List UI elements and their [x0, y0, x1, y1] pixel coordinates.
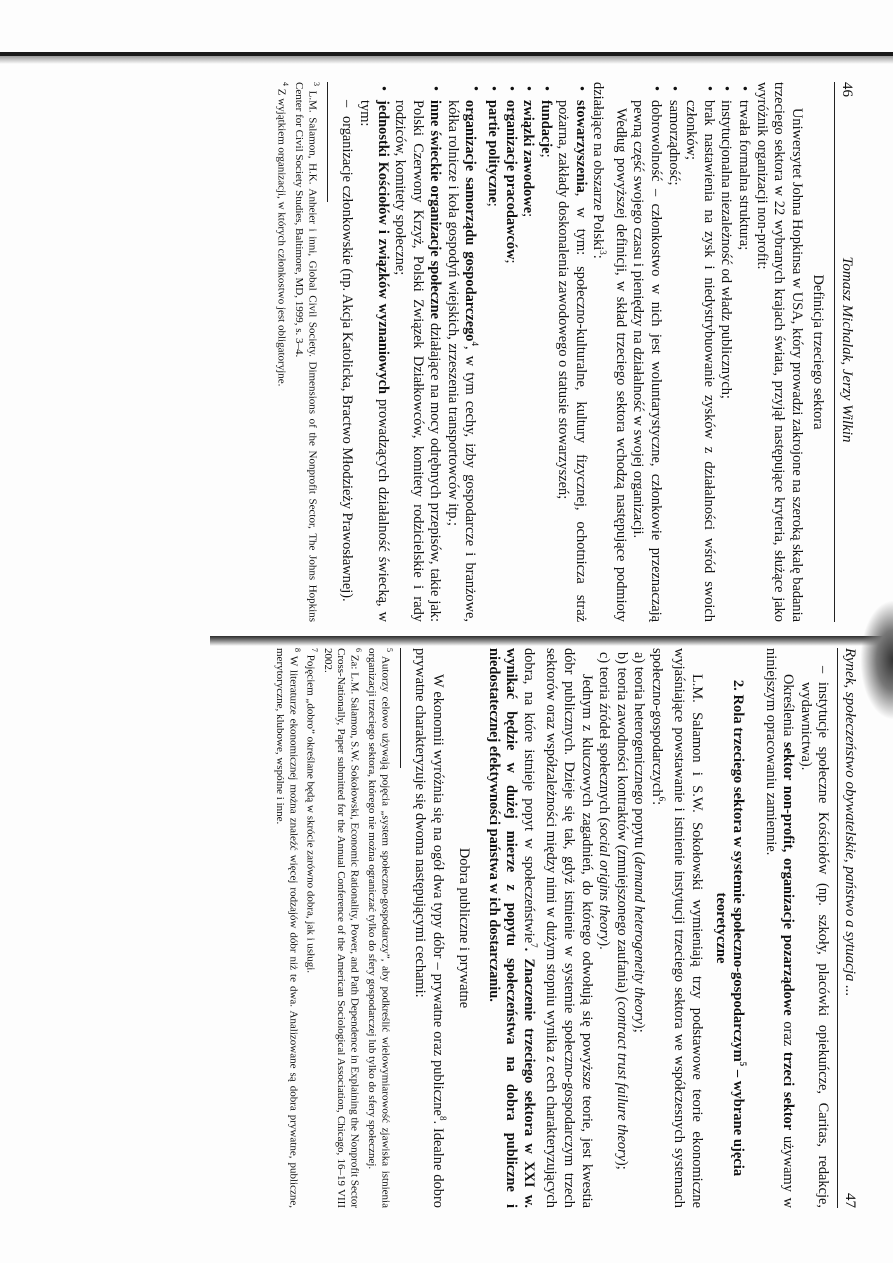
footnote-text: Za: L.M. Salamon, S.W. Sokołowski, Economic Rationality, Power, and Path Dependence in Explaining the Nonprofit Sector Cross-Nationally, Paper submitted for the Annual Conference of the American Sociological Association, Chicago, 16–19 VIII 2002.: [322, 648, 361, 1208]
list-item: [595, 652, 613, 1208]
entity-name: fundacje: [537, 100, 554, 154]
page-fold-smudge: [860, 600, 893, 720]
footnote-number: 8: [292, 648, 302, 652]
footnote-text: Autorzy celowo używają pojęcia „system społeczno-gospodarczy”, aby podkreślić wielowymiarowość zjawiska istnienia organizacji trzeciego sektora, którego nie można ograniczać tylko do sfery gospodarczej lub tylko do sfery społecznej.: [366, 648, 392, 1208]
paragraph-emphasis: . Znaczenie trzeciego sektora w XXI w. wynikać będzie w dużej mierze z popytu społeczeństwa na dobra publiczne i niedostatecznej efektywności państwa w ich dostarczaniu.: [485, 648, 538, 1208]
page-number: 47: [842, 1193, 858, 1208]
list-item: • samorządność;: [664, 100, 682, 622]
entity-desc: prowadzących działalność świecką, w tym:: [356, 100, 391, 622]
entity-name: organizacje pracodawców: [502, 100, 519, 260]
footnote-number: 4: [281, 82, 291, 86]
entity-desc: ;: [520, 213, 537, 218]
summary-text: oraz: [780, 1015, 797, 1052]
definition-end: :: [590, 254, 607, 259]
item-text: teoria zawodności kontraktów (zmniejszonego zaufania) (: [613, 667, 630, 1002]
item-label: a): [631, 652, 648, 664]
footnote: [304, 648, 322, 1208]
continued-list: [796, 648, 831, 1208]
entity-name: partie polityczne: [484, 100, 501, 203]
page-fold: [210, 636, 893, 646]
item-end: );: [631, 1023, 648, 1033]
intro-paragraph: Uniwersytet Johna Hopkinsa w USA, który prowadzi zakrojone na szeroką skalę badania trzeciego sektora w 22 wybranych krajach świata, przyjął następujące kryteria, służące jako wyróżnik organizacji non-profit:: [753, 82, 805, 622]
entities-list: [355, 82, 589, 622]
list-item: • trwała formalna struktura;: [734, 100, 752, 622]
list-item: – instytucje społeczne Kościołów (np. szkoły, placówki opiekuńcze, Caritas, redakcje, wydawnictwa).: [796, 682, 831, 1208]
definition-text: Według powyższej definicji, w skład trzeciego sektora wchodzą następujące podmioty działające na obszarze Polski: [590, 82, 629, 622]
footnote-text: L.M. Salamon, H.K. Anheier i inni, Global Civil Society. Dimensions of the Nonprofit Sector, The Johns Hopkins Center for Civil Society Studies, Baltimore, MD, 1999, s. 3–4.: [293, 82, 319, 623]
footnote-number: 7: [310, 648, 320, 652]
entity-desc: , w tym: społeczno-kulturalne, kultury fizycznej, ochotnicza straż pożarna, zakłady doskonalenia zawodowego o statusie stowarzyszeń;: [555, 100, 589, 622]
item-label: c): [596, 652, 613, 664]
item-text: teoria źródeł społecznych (: [596, 666, 613, 823]
section-title: Definicja trzeciego sektora: [810, 274, 827, 430]
theories-list: [595, 648, 648, 1208]
item-end: ).: [596, 941, 613, 950]
criteria-list: [629, 82, 752, 622]
entity-name: związki zawodowe: [520, 100, 537, 214]
summary-term: sektor non-profit, organizacje pozarządowe: [780, 742, 797, 1016]
item-text: teoria heterogenicznego popytu (: [631, 666, 648, 857]
item-label: b): [613, 652, 630, 664]
footnote-number: 5: [384, 648, 394, 652]
item-end: );: [613, 1161, 630, 1170]
summary-term: trzeci sektor: [780, 1051, 797, 1131]
list-item: [519, 100, 537, 622]
footnote-number: 6: [354, 648, 364, 652]
list-item: [554, 100, 589, 622]
entity-name: stowarzyszenia: [572, 100, 589, 193]
footnote-text: Z wyjątkiem organizacji, w których członkostwo jest obligatoryjne.: [275, 88, 288, 387]
list-item: [483, 100, 501, 622]
list-item: [391, 100, 444, 622]
page-number: 46: [839, 82, 855, 97]
footnote-ref: 6: [656, 796, 667, 802]
subsection-title: Dobra publiczne i prywatne: [456, 847, 473, 1009]
list-item: – organizacje członkowskie (np. Akcja Katolicka, Bractwo Młodzieży Prawosławnej).: [338, 116, 356, 622]
footnote-ref: 8: [437, 1115, 448, 1121]
paragraph-text: W ekonomii wyróżnia się na ogół dwa typy dóbr – prywatne oraz publiczne: [429, 674, 446, 1116]
footnote-ref: 7: [528, 943, 539, 948]
list-item: [443, 100, 483, 622]
running-head: [834, 82, 855, 622]
summary-text: Określenia: [780, 674, 797, 743]
item-english: demand heterogeneity theory: [631, 856, 648, 1024]
footnote: [274, 82, 292, 622]
footnote-ref: 5: [738, 1061, 749, 1067]
goods-paragraph: [411, 648, 451, 1208]
definition-paragraph: [589, 82, 629, 622]
heading-text: – wybrane ujęcia teoretyczne: [712, 892, 747, 1177]
list-item: [355, 100, 390, 622]
running-head: [837, 648, 858, 1208]
entity-desc: ;: [502, 259, 519, 264]
running-head-authors: Tomasz Michalak, Jerzy Wilkin: [839, 256, 855, 443]
footnote-text: Pojęciem „dobro” określane będą w skrócie zarówno dobra, jak i usługi.: [304, 654, 317, 974]
footnote-ref: 3: [598, 250, 609, 255]
footnote-rule: [327, 82, 328, 202]
footnote: [365, 648, 396, 1208]
theories-intro: L.M. Salamon i S.W. Sokołowski wymieniają trzy podstawowe teorie ekonomiczne wyjaśniające powstawanie i istnienie instytucji trzeciego sektora we współczesnych systemach społeczno-gospodarczych$^6$:: [649, 648, 705, 1208]
page-46: [75, 82, 855, 622]
list-item: [630, 652, 648, 1208]
paragraph-text: Jednym z kluczowych zagadnień, do którego odwołują się powyższe teorie, jest kwestia dóbr publicznych. Dzieje się tak, gdyż istnienie w systemie społeczno-gospodarczym trzech sektorów oraz współzależności między nimi w dużym stopniu wynika z cech charakteryzujących dobra, na które istnieje popyt w społeczeństwie: [521, 648, 595, 1208]
item-english: contract trust failure theory: [613, 1001, 630, 1162]
entity-desc: ;: [537, 153, 554, 158]
public-goods-paragraph: [484, 648, 594, 1208]
item-english: social origins theory: [596, 822, 613, 942]
list-item: • dobrowolność – członkostwo w nich jest woluntarystyczne, członkowie przeznaczają pewną część swojego czasu i pieniędzy na działalność w swojej organizacji.: [629, 100, 664, 622]
sub-entities-list: [338, 82, 356, 622]
entity-name: jednostki Kościołów i związków wyznaniowych: [374, 100, 391, 395]
heading-text: 2. Rola trzeciego sektora w systemie społeczno-gospodarczym: [730, 679, 747, 1062]
footnote-rule: [400, 648, 401, 768]
footnote: [321, 648, 365, 1208]
entity-desc: , w tym cechy, izby gospodarcze i branżowe, kółka rolnicze i koła gospodyń wiejskich, zrzeszenia transportowców itp.;: [444, 100, 479, 623]
paragraph-text: L.M. Salamon i S.W. Sokołowski wymieniają trzy podstawowe teorie ekonomiczne wyjaśniające powstawanie i istnienie instytucji trzeciego sektora we współczesnych systemach społeczno-gospodarczych: [649, 648, 705, 1208]
paragraph-text: . Idealne dobro prywatne charakteryzuje się dwoma następującymi cechami:: [412, 648, 446, 1208]
entity-desc: działające na mocy odrębnych przepisów, takie jak: Polski Czerwony Krzyż, Polski Związek Działkowców, komitety rodzicielskie i rady rodziców, komitety społeczne;: [392, 100, 444, 622]
entity-name: organizacje samorządu gospodarczego: [462, 100, 479, 342]
footnote: [273, 648, 304, 1208]
page-47: [198, 648, 858, 1208]
footnote: [292, 82, 323, 622]
list-item: [501, 100, 519, 622]
section-heading: [711, 648, 751, 1208]
entity-name: inne świeckie organizacje społeczne: [427, 100, 444, 319]
footnote-text: W literaturze ekonomicznej można znaleźć więcej rodzajów dóbr niż te dwa. Analizowane są dobra prywatne, publiczne, merytoryczne, klubowe, wspólne i inne.: [274, 648, 300, 1208]
list-item: [612, 652, 630, 1208]
summary-paragraph: [761, 648, 796, 1208]
running-head-title: Rynek, społeczeństwo obywatelskie, państwo a sytuacja ...: [842, 648, 858, 997]
list-item: [536, 100, 554, 622]
summary-text: używamy w niniejszym opracowaniu zamiennie.: [762, 648, 797, 1208]
list-item: • instytucjonalna niezależność od władz publicznych;: [717, 100, 735, 622]
entity-desc: ;: [484, 202, 501, 207]
footnote-ref: 4: [470, 341, 481, 346]
footnote-number: 3: [311, 82, 321, 86]
list-item: • brak nastawienia na zysk i niedystrybuowanie zysków z działalności wśród swoich członków;: [682, 100, 717, 622]
scanner-edge-shadow: [0, 56, 893, 64]
